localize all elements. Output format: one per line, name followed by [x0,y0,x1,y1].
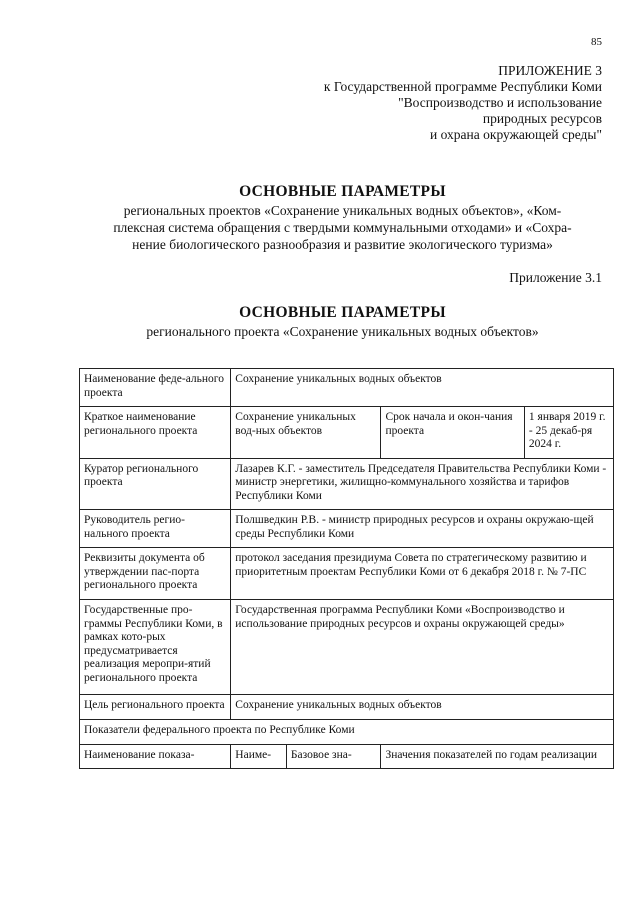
cell-label: Цель регионального проекта [80,695,231,720]
cell-value: Полшведкин Р.В. - министр природных ресурсов и охраны окружаю-щей среды Республики Коми [231,510,614,548]
table-row [80,548,614,600]
section-header-cell: Показатели федерального проекта по Республике Коми [80,720,614,745]
cell-value: Лазарев К.Г. - заместитель Председателя Правительства Республики Коми - министр энергетики, жилищно-коммунального хозяйства и тарифов Республики Коми [231,458,614,510]
cell-label: Краткое наименование регионального проекта [80,407,231,459]
second-subtitle: регионального проекта «Сохранение уникальных водных объектов» [146,324,539,339]
second-title: ОСНОВНЫЕ ПАРАМЕТРЫ [239,304,446,321]
cell-label: Руководитель регио-нального проекта [80,510,231,548]
appendix-header-line: "Воспроизводство и использование [398,95,602,110]
table-row [80,720,614,745]
table-row [80,458,614,510]
column-header: Наименование показа- [80,744,231,769]
appendix-header-line: и охрана окружающей среды" [430,127,602,142]
cell-value: Государственная программа Республики Коми «Воспроизводство и использование природных ресурсов и охраны окружающей среды» [231,600,614,695]
cell-value: Сохранение уникальных вод-ных объектов [231,407,381,459]
appendix-header-line: ПРИЛОЖЕНИЕ 3 [498,63,602,78]
main-subtitle-line: нение биологического разнообразия и развитие экологического туризма» [132,237,553,252]
table-row [80,695,614,720]
cell-label: Наименование феде-ального проекта [80,369,231,407]
main-subtitle-line: региональных проектов «Сохранение уникальных водных объектов», «Ком- [123,203,562,218]
table-row [80,510,614,548]
cell-label: Государственные про-граммы Республики Коми, в рамках кото-рых предусматривается реализация меропри-ятий регионального проекта [80,600,231,695]
page-number: 85 [591,36,602,48]
cell-value: Сохранение уникальных водных объектов [231,695,614,720]
column-header: Значения показателей по годам реализации [381,744,614,769]
main-title: ОСНОВНЫЕ ПАРАМЕТРЫ [239,183,446,200]
cell-value: 1 января 2019 г. - 25 декаб-ря 2024 г. [524,407,613,459]
table-row [80,407,614,459]
cell-label: Куратор регионального проекта [80,458,231,510]
sub-appendix-label: Приложение 3.1 [509,270,602,285]
appendix-header-line: к Государственной программе Республики Коми [323,79,602,94]
table-row [80,600,614,695]
table-row [80,744,614,769]
main-subtitle-line: плексная система обращения с твердыми коммунальными отходами» и «Сохра- [113,220,572,235]
column-header: Наиме- [231,744,287,769]
appendix-header [242,63,602,143]
appendix-header-line: природных ресурсов [482,111,602,126]
cell-label: Срок начала и окон-чания проекта [381,407,524,459]
table-row [80,369,614,407]
cell-value: протокол заседания президиума Совета по стратегическому развитию и приоритетным проектам Республики Коми от 6 декабря 2018 г. № 7-ПС [231,548,614,600]
column-header: Базовое зна- [286,744,381,769]
cell-value: Сохранение уникальных водных объектов [231,369,614,407]
main-title-block [70,182,615,253]
parameters-table [79,368,614,769]
second-title-block [70,303,615,340]
cell-label: Реквизиты документа об утверждении пас-порта регионального проекта [80,548,231,600]
